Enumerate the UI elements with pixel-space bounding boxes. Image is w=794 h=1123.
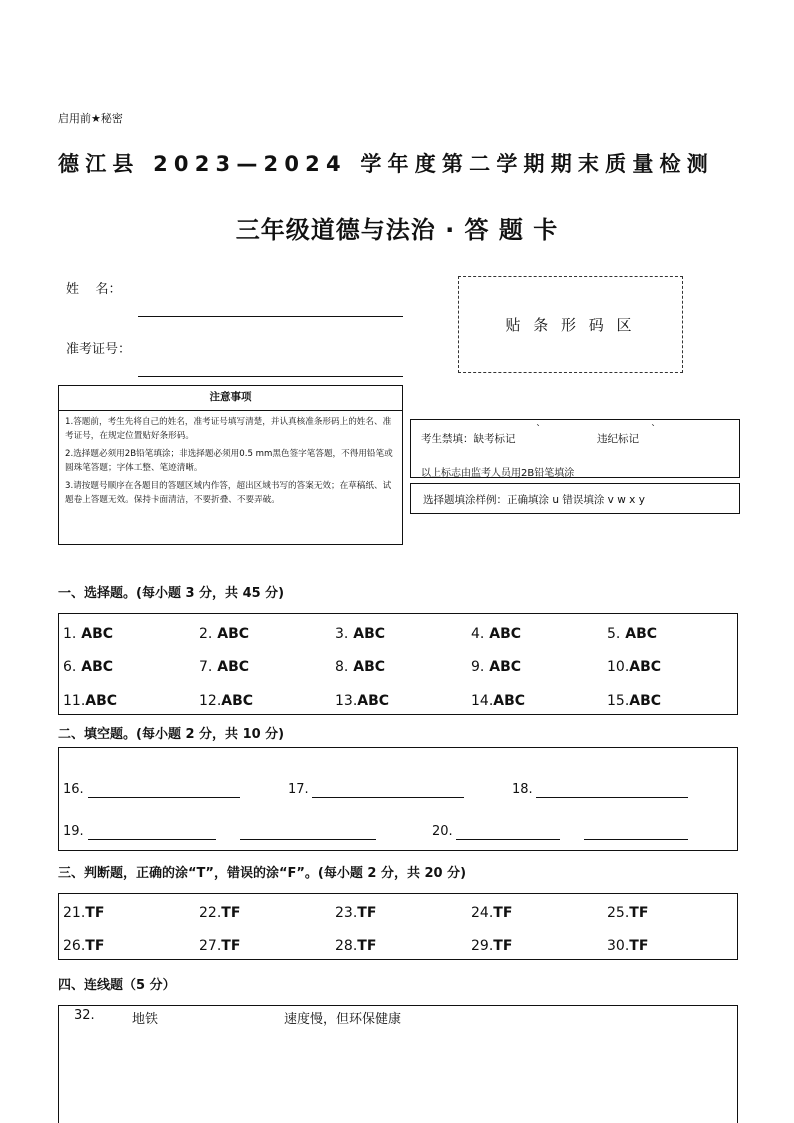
section-judge-title: 三、判断题，正确的涂“T”，错误的涂“F”。(每小题 2 分，共 20 分) (58, 866, 467, 881)
choice-question[interactable] (199, 626, 249, 642)
judge-options[interactable]: TF (493, 938, 513, 954)
choice-question[interactable] (199, 659, 249, 675)
judge-question[interactable] (199, 905, 240, 921)
question-number: 5. (607, 626, 621, 642)
choice-options[interactable]: ABC (81, 626, 114, 642)
choice-options[interactable]: ABC (353, 659, 386, 675)
id-label: 准考证号： (66, 342, 132, 357)
choice-options[interactable]: ABC (81, 659, 114, 675)
question-number: 11. (63, 693, 86, 709)
name-label: 姓 名： (66, 282, 122, 297)
choice-question[interactable] (471, 693, 525, 709)
choice-question[interactable] (335, 693, 389, 709)
judge-options[interactable]: TF (357, 905, 377, 921)
choice-options[interactable]: ABC (489, 659, 522, 675)
choice-options[interactable]: ABC (217, 626, 250, 642)
match-number: 32. (74, 1008, 95, 1023)
fill-blank[interactable] (456, 839, 560, 840)
choice-question[interactable] (63, 626, 113, 642)
question-number: 2. (199, 626, 213, 642)
judge-question[interactable] (335, 938, 376, 954)
choice-question[interactable] (63, 693, 117, 709)
question-number: 4. (471, 626, 485, 642)
fill-answer-frame (58, 747, 738, 851)
choice-question[interactable] (335, 626, 385, 642)
question-number: 3. (335, 626, 349, 642)
choice-options[interactable]: ABC (493, 693, 526, 709)
id-field[interactable] (138, 376, 403, 377)
judge-question[interactable] (607, 905, 648, 921)
fill-number: 20. (432, 824, 453, 839)
choice-question[interactable] (199, 693, 253, 709)
judge-options[interactable]: TF (629, 905, 649, 921)
notice-title: 注意事项 (59, 386, 402, 411)
judge-options[interactable]: TF (85, 905, 105, 921)
judge-question[interactable] (471, 905, 512, 921)
fill-number: 19. (63, 824, 84, 839)
choice-options[interactable]: ABC (357, 693, 390, 709)
judge-options[interactable]: TF (493, 905, 513, 921)
question-number: 25. (607, 905, 630, 921)
choice-options[interactable]: ABC (221, 693, 254, 709)
judge-options[interactable]: TF (357, 938, 377, 954)
choice-options[interactable]: ABC (629, 693, 662, 709)
barcode-label: 贴 条 形 码 区 (505, 316, 636, 334)
notice-box (58, 385, 403, 545)
section-fill-title: 二、填空题。(每小题 2 分，共 10 分) (58, 727, 285, 742)
question-number: 29. (471, 938, 494, 954)
absent-mark-label: 考生禁填：缺考标记 (421, 433, 516, 445)
choice-options[interactable]: ABC (629, 659, 662, 675)
judge-question[interactable] (471, 938, 512, 954)
fill-blank[interactable] (312, 797, 464, 798)
absent-mark-box[interactable]: ˋ (536, 424, 541, 435)
question-number: 27. (199, 938, 222, 954)
judge-options[interactable]: TF (221, 938, 241, 954)
question-number: 24. (471, 905, 494, 921)
question-number: 9. (471, 659, 485, 675)
match-left-item[interactable]: 地铁 (132, 1012, 159, 1027)
question-number: 12. (199, 693, 222, 709)
question-number: 14. (471, 693, 494, 709)
fill-number: 17. (288, 782, 309, 797)
choice-options[interactable]: ABC (85, 693, 118, 709)
exam-title: 德江县 2023—2024 学年度第二学期期末质量检测 (58, 152, 714, 176)
answer-sheet-title: 三年级道德与法治 · 答 题 卡 (235, 216, 559, 244)
choice-question[interactable] (63, 659, 113, 675)
fill-blank[interactable] (88, 839, 216, 840)
judge-options[interactable]: TF (221, 905, 241, 921)
question-number: 13. (335, 693, 358, 709)
fill-example-box (410, 483, 740, 514)
judge-options[interactable]: TF (85, 938, 105, 954)
match-right-item[interactable]: 速度慢，但环保健康 (284, 1012, 402, 1027)
question-number: 26. (63, 938, 86, 954)
question-number: 30. (607, 938, 630, 954)
choice-question[interactable] (607, 626, 657, 642)
secret-label: 启用前★秘密 (58, 112, 123, 125)
question-number: 15. (607, 693, 630, 709)
fill-example-label: 选择题填涂样例：正确填涂 u 错误填涂 v w x y (423, 494, 645, 506)
choice-options[interactable]: ABC (353, 626, 386, 642)
judge-question[interactable] (63, 905, 104, 921)
discipline-mark-label: 违纪标记 (597, 433, 639, 445)
question-number: 1. (63, 626, 77, 642)
section-match-title: 四、连线题（5 分） (58, 978, 176, 993)
fill-blank[interactable] (88, 797, 240, 798)
exam-mark-hint: 以上标志由监考人员用2B铅笔填涂 (421, 468, 575, 478)
judge-options[interactable]: TF (629, 938, 649, 954)
question-number: 21. (63, 905, 86, 921)
choice-options[interactable]: ABC (217, 659, 250, 675)
fill-blank[interactable] (584, 839, 688, 840)
fill-blank[interactable] (536, 797, 688, 798)
notice-item: 3.请按题号顺序在各题目的答题区域内作答，超出区域书写的答案无效；在草稿纸、试题卷上答题无效。保持卡面清洁，不要折叠、不要弄破。 (65, 481, 392, 505)
fill-number: 16. (63, 782, 84, 797)
question-number: 10. (607, 659, 630, 675)
question-number: 23. (335, 905, 358, 921)
exam-marks-box (410, 419, 740, 478)
question-number: 6. (63, 659, 77, 675)
choice-question[interactable] (471, 659, 521, 675)
barcode-area (458, 276, 683, 373)
fill-blank[interactable] (240, 839, 376, 840)
notice-item: 2.选择题必须用2B铅笔填涂；非选择题必须用0.5 mm黑色签字笔答题，不得用铅笔或圆珠笔答题；字体工整、笔迹清晰。 (65, 449, 393, 473)
notice-item: 1.答题前，考生先将自己的姓名，准考证号填写清楚，并认真核准条形码上的姓名、准考证号，在规定位置贴好条形码。 (65, 417, 392, 441)
question-number: 7. (199, 659, 213, 675)
fill-number: 18. (512, 782, 533, 797)
choice-options[interactable]: ABC (489, 626, 522, 642)
question-number: 22. (199, 905, 222, 921)
judge-question[interactable] (199, 938, 240, 954)
judge-question[interactable] (607, 938, 648, 954)
judge-question[interactable] (63, 938, 104, 954)
section-choice-title: 一、选择题。(每小题 3 分，共 45 分) (58, 586, 285, 601)
choice-question[interactable] (335, 659, 385, 675)
choice-question[interactable] (607, 693, 661, 709)
question-number: 28. (335, 938, 358, 954)
question-number: 8. (335, 659, 349, 675)
judge-question[interactable] (335, 905, 376, 921)
choice-question[interactable] (471, 626, 521, 642)
choice-options[interactable]: ABC (625, 626, 658, 642)
name-field[interactable] (138, 316, 403, 317)
discipline-mark-box[interactable]: ˋ (651, 424, 656, 435)
choice-question[interactable] (607, 659, 661, 675)
